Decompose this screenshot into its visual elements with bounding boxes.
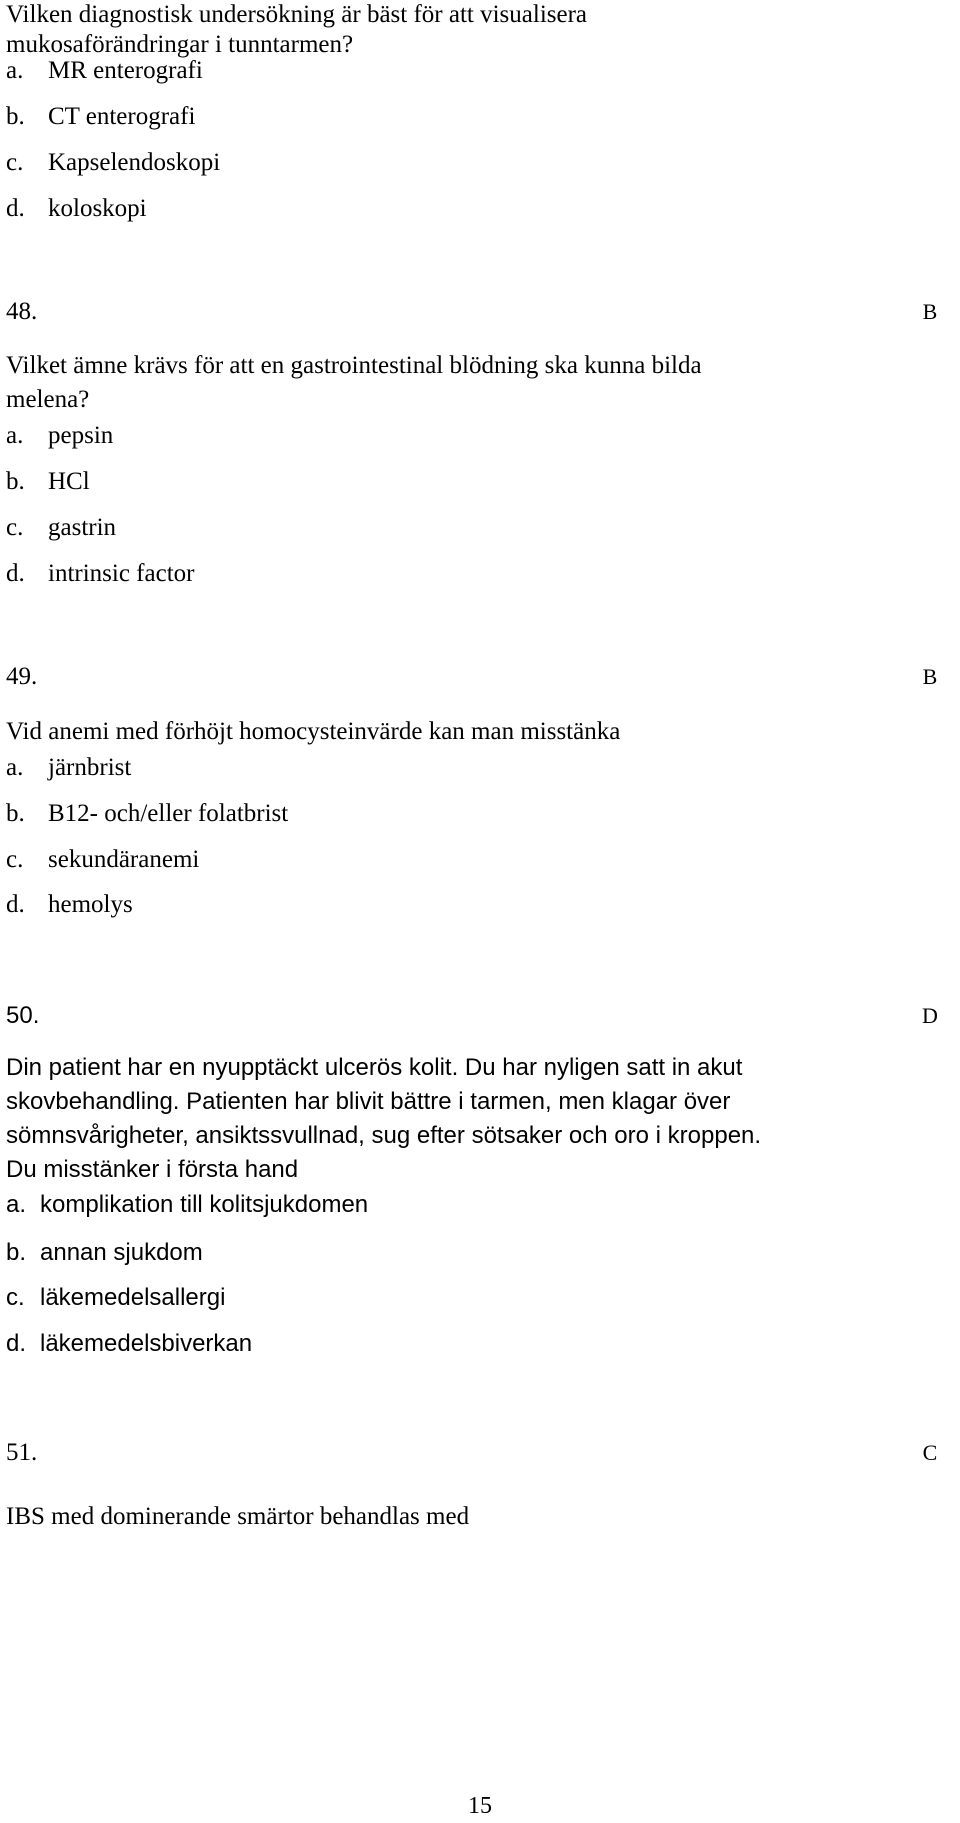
option-text: komplikation till kolitsjukdomen: [40, 1191, 369, 1218]
q51-answer-key: C: [922, 1440, 938, 1465]
option-text: koloskopi: [48, 195, 147, 222]
q47-option-d: [6, 194, 147, 224]
q49-option-d: [6, 890, 133, 920]
q48-answer-key: B: [922, 299, 938, 324]
q50-option-a: [6, 1190, 368, 1220]
q47-text-line1: Vilken diagnostisk undersökning är bäst för att visualisera: [6, 1, 588, 28]
q50-text-line1: Din patient har en nyupptäckt ulcerös kolit. Du har nyligen satt in akut: [6, 1054, 743, 1081]
q50-option-c: [6, 1283, 225, 1313]
option-text: annan sjukdom: [40, 1239, 203, 1266]
q48-option-b: [6, 467, 90, 497]
option-text: Kapselendoskopi: [48, 149, 221, 176]
q49-option-a: [6, 753, 131, 783]
q47-text-line2: mukosaförändringar i tunntarmen?: [6, 31, 354, 58]
option-letter: a.: [6, 57, 24, 84]
option-text: läkemedelsallergi: [40, 1284, 226, 1311]
option-letter: b.: [6, 800, 25, 827]
option-letter: b.: [6, 1239, 27, 1266]
option-letter: a.: [6, 422, 24, 449]
q48-option-d: [6, 559, 194, 589]
q50-answer-key: D: [922, 1003, 938, 1028]
option-letter: b.: [6, 468, 25, 495]
q49-answer-key: B: [922, 664, 938, 689]
q47-option-b: [6, 102, 195, 132]
q50-option-b: [6, 1238, 203, 1268]
q51-number: 51.: [6, 1439, 38, 1466]
q47-option-c: [6, 148, 220, 178]
option-text: intrinsic factor: [48, 560, 195, 587]
q47-option-a: [6, 56, 203, 86]
option-letter: c.: [6, 1284, 25, 1311]
q50-option-d: [6, 1329, 252, 1359]
option-letter: d.: [6, 195, 25, 222]
option-letter: a.: [6, 1191, 27, 1218]
q50-text-line4: Du misstänker i första hand: [6, 1156, 299, 1183]
option-text: järnbrist: [48, 754, 132, 781]
option-letter: a.: [6, 754, 24, 781]
q48-number: 48.: [6, 298, 38, 325]
option-letter: c.: [6, 846, 24, 873]
option-letter: d.: [6, 560, 25, 587]
option-letter: c.: [6, 149, 24, 176]
option-text: gastrin: [48, 514, 117, 541]
q49-text-line1: Vid anemi med förhöjt homocysteinvärde kan man misstänka: [6, 718, 621, 745]
option-text: HCl: [48, 468, 90, 495]
option-text: B12- och/eller folatbrist: [48, 800, 289, 827]
option-text: läkemedelsbiverkan: [40, 1330, 253, 1357]
option-text: CT enterografi: [48, 103, 196, 130]
page-number: 15: [468, 1793, 492, 1819]
option-letter: d.: [6, 1330, 27, 1357]
option-letter: b.: [6, 103, 25, 130]
option-text: sekundäranemi: [48, 846, 200, 873]
option-letter: c.: [6, 514, 24, 541]
q49-option-c: [6, 845, 199, 875]
option-text: pepsin: [48, 422, 114, 449]
q49-number: 49.: [6, 663, 38, 690]
option-text: hemolys: [48, 891, 133, 918]
q50-text-line3: sömnsvårigheter, ansiktssvullnad, sug efter sötsaker och oro i kroppen.: [6, 1122, 762, 1149]
q51-text-line1: IBS med dominerande smärtor behandlas med: [6, 1503, 470, 1530]
q50-text-line2: skovbehandling. Patienten har blivit bättre i tarmen, men klagar över: [6, 1088, 731, 1115]
q48-text-line1: Vilket ämne krävs för att en gastrointestinal blödning ska kunna bilda: [6, 352, 702, 379]
q48-text-line2: melena?: [6, 386, 90, 413]
q48-option-c: [6, 513, 116, 543]
option-letter: d.: [6, 891, 25, 918]
q49-option-b: [6, 799, 288, 829]
q50-number: 50.: [6, 1002, 40, 1029]
option-text: MR enterografi: [48, 57, 203, 84]
q48-option-a: [6, 421, 113, 451]
